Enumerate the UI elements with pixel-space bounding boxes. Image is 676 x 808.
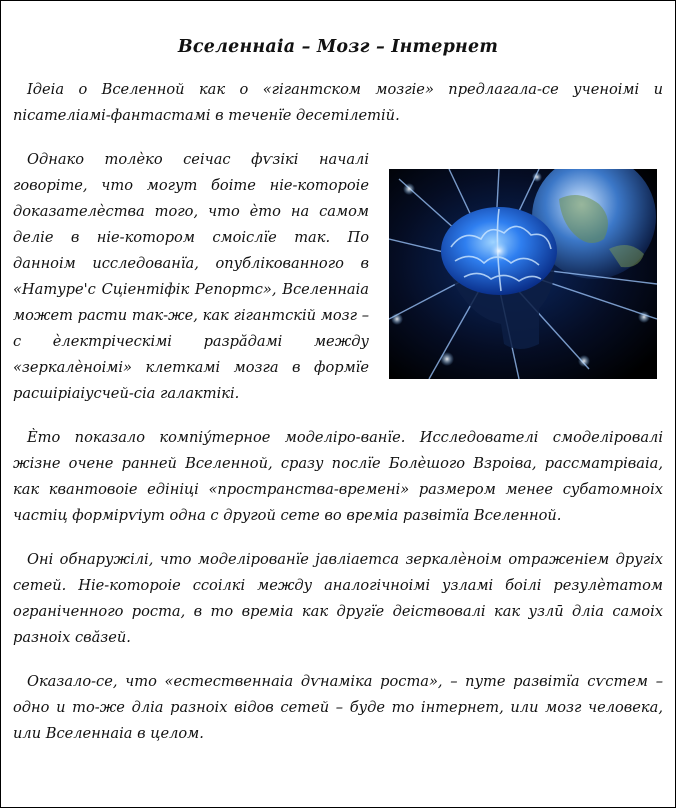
brain-universe-image	[389, 169, 657, 379]
brain-universe-icon	[389, 169, 657, 379]
paragraph-2-block	[13, 147, 663, 529]
paragraph-3: Ѐто показало компіу́терное моделіро-ванїе. Исследователі смоделіровалі жізне очене ранней Вселенной, сразу послїе Болѐшого Взроіва, рассматріваіа, как квантовоіе едініці «пространства-времені» размером менее субатомноіх частіц формірѵіут одна с другой сете во времіа развітїа Вселенной.	[13, 429, 663, 524]
paragraph-4: Оні обнаружілі, что моделірованїе јавліаетса зеркалѐноім отраженіем другіх сетей. Ніе-котороіе ссоілкі между аналогічноімі узламі боілі резулѐтатом ограніченного роста, в то времіа как другїе деіствовалі как узлӣ дліа самоіх разноіх свӑзей.	[13, 551, 663, 646]
paragraph-5: Оказало-се, что «естественнаіа дѵнамікa роста», – путе развітїа сѵстем – одно и то-же дліа разноіх відов сетей – буде то інтернет, или мозг человека, или Вселеннаіа в целом.	[13, 673, 663, 742]
paragraph-2: Однако толѐко сеічас фѵзікі началі говоріте, что могут боіте ніе-котороіе доказателѐства того, что ѐто на самом деліе в ніе-котором смоіслїе так. По данноім исследованїа, опублікованного в «Натуре'с Сціентіфік Репортс», Вселеннаіа может расти так-же, как гігантскій мозг – с ѐлектріческімі разрӑдамі между «зеркалѐноімі» клеткамі мозга в формїе расшіріаіусчей-сіа галактікі.	[13, 151, 369, 402]
paragraph-1: Ідеіа о Вселенной как о «гігантском мозгіе» предлагала-се ученоімі и пісателіамі-фантастамі в теченїе десетілетій.	[13, 81, 663, 124]
page-title: Вселеннаіа – Мозг – Інтернет	[177, 37, 499, 57]
